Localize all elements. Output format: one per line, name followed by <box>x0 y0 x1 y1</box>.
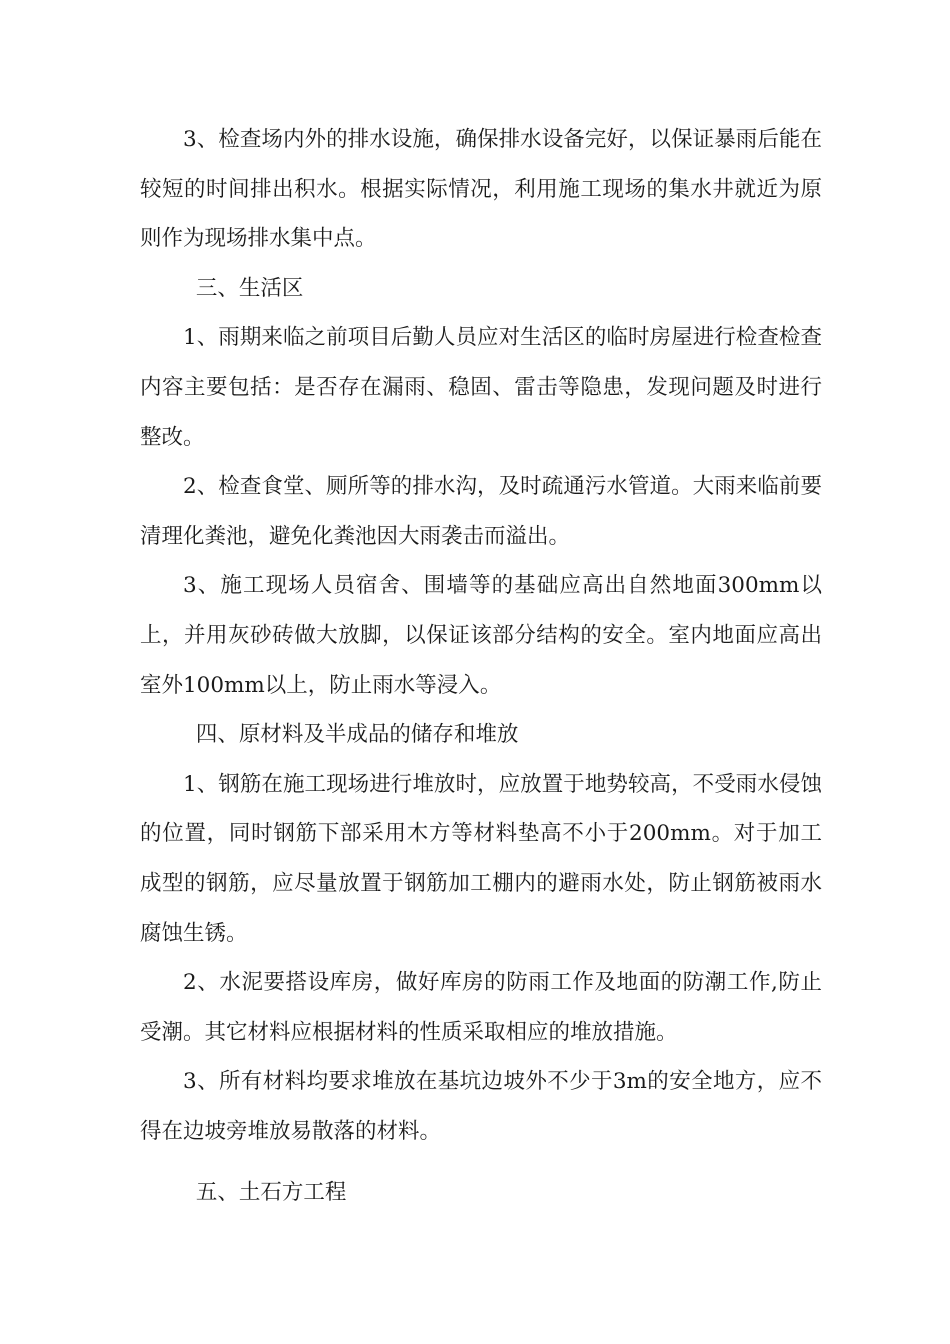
section-heading-materials-storage: 四、原材料及半成品的储存和堆放 <box>195 722 519 748</box>
paragraph-dormitory-foundation: 3、施工现场人员宿舍、围墙等的基础应高出自然地面300mm以上，并用灰砂砖做大放脚，以保证该部分结构的安全。室内地面应高出室外100mm以上，防止雨水等浸入。 <box>140 573 822 698</box>
paragraph-temporary-housing-check: 1、雨期来临之前项目后勤人员应对生活区的临时房屋进行检查检查内容主要包括：是否存在漏雨、稳固、雷击等隐患，发现问题及时进行整改。 <box>140 325 822 450</box>
paragraph-rebar-storage: 1、钢筋在施工现场进行堆放时，应放置于地势较高，不受雨水侵蚀的位置，同时钢筋下部采用木方等材料垫高不小于200mm。对于加工成型的钢筋，应尽量放置于钢筋加工棚内的避雨水处，防止钢筋被雨水腐蚀生锈。 <box>140 771 822 946</box>
paragraph-canteen-drainage: 2、检查食堂、厕所等的排水沟，及时疏通污水管道。大雨来临前要清理化粪池，避免化粪池因大雨袭击而溢出。 <box>140 474 822 549</box>
paragraph-drainage-facilities: 3、检查场内外的排水设施，确保排水设备完好，以保证暴雨后能在较短的时间排出积水。根据实际情况，利用施工现场的集水井就近为原则作为现场排水集中点。 <box>140 127 822 252</box>
section-heading-earthwork: 五、土石方工程 <box>195 1180 347 1206</box>
paragraph-cement-storeroom: 2、水泥要搭设库房，做好库房的防雨工作及地面的防潮工作,防止受潮。其它材料应根据材料的性质采取相应的堆放措施。 <box>140 970 822 1045</box>
section-heading-living-area: 三、生活区 <box>195 275 304 301</box>
paragraph-slope-safety-distance: 3、所有材料均要求堆放在基坑边坡外不少于3m的安全地方，应不得在边坡旁堆放易散落的材料。 <box>140 1069 822 1144</box>
document-body <box>140 115 822 1218</box>
